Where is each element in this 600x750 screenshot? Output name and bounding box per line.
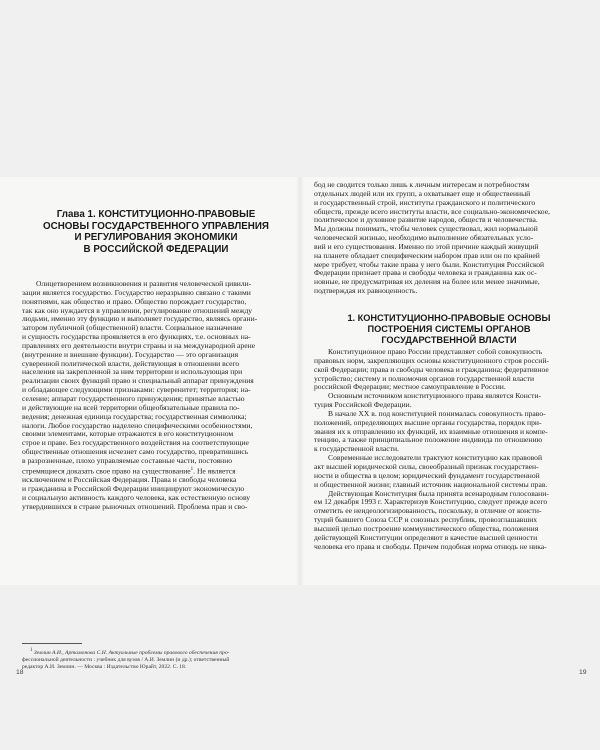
text-line: налоги. Любое государство наделено специфическими особенностями,: [22, 421, 253, 430]
text-line: Федерации признает права и свободы человека и гражданина как ос-: [314, 269, 537, 278]
section-title-line: ГОСУДАРСТВЕННОЙ ВЛАСТИ: [381, 335, 517, 345]
text-line: и гражданина в Российской Федерации инициируют экономическую: [22, 484, 245, 493]
text-line: селение; аппарат государственного принуждения; принятые властью: [22, 394, 245, 403]
chapter-title-line: Глава 1. КОНСТИТУЦИОННО-ПРАВОВЫЕ: [56, 209, 256, 220]
footnote: [22, 647, 284, 671]
text-line: человеческой жизнью, необходимо выполнение обязательных усло-: [314, 234, 534, 243]
text-fragment: . Не является: [193, 466, 236, 476]
text-line: строе и праве. Без государственного воздействия на соответствующие: [22, 439, 249, 448]
text-line: Конституционное право России представляет собой совокупность: [328, 348, 543, 356]
text-line: туций бывшего Союза ССР и союзных республик, провозглашавших: [314, 516, 538, 525]
chapter-title-line: ОСНОВЫ ГОСУДАРСТВЕННОГО УПРАВЛЕНИЯ: [43, 220, 269, 232]
book-spread: [0, 177, 600, 676]
text-line: ской Федерации; права и свободы человека и гражданина; федеративное: [314, 365, 549, 374]
footnote-marker: 1: [30, 648, 33, 653]
text-line: новные, не предусматривая их деления на более или менее значимые,: [314, 278, 540, 287]
text-line: отметить ее неидеологизированность, поскольку, в отличие от консти-: [314, 507, 542, 516]
text-line: понятиями, как общество и право. Общество порождает государство,: [22, 297, 247, 306]
right-body-text: [314, 348, 582, 551]
section-title: [318, 313, 580, 346]
footnote-line: фессиональной деятельности : учебник для вузов / А.И. Землин (и др.); ответственный: [22, 656, 230, 663]
page-number-right: 19: [579, 669, 587, 676]
text-line: ем 12 декабря 1993 г. Характеризуя Конституцию, следует прежде всего: [314, 498, 548, 507]
text-line: утвердившихся в стране рыночных отношений. Проблема прав и сво-: [22, 502, 248, 511]
text-line: и сущность государства проявляется в его функциях, т.е. основных на-: [22, 333, 251, 342]
text-line: Основным источником конституционного права является Консти-: [328, 392, 542, 401]
text-line: и общественной жизни; главный источник национальной системы прав.: [314, 480, 548, 489]
chapter-title-line: В РОССИЙСКОЙ ФЕДЕРАЦИИ: [83, 243, 229, 255]
text-line: реализации своих функций право и специальный аппарат принуждения: [22, 377, 254, 386]
left-page: [0, 177, 300, 585]
text-line: так как оно нуждается в управлении, регулирование отношений между: [22, 306, 253, 315]
text-line: и действующие на всей территории общеобязательные правила по-: [22, 403, 240, 412]
text-line: населения на закрепленной за ним территории и использующая при: [22, 368, 243, 377]
text-line: и государственный строй, институты гражданского и политического: [314, 198, 536, 207]
text-line: высшей целью построение коммунистического общества, положения: [314, 524, 539, 533]
text-line: подтверждая их равноценность.: [314, 287, 418, 296]
text-line: обществ, прежде всего институты власти, все социально-экономическое,: [314, 207, 550, 216]
text-line: отдельных людей или их групп, а охватывает еще и общественный: [314, 189, 531, 198]
text-line: людьми, именно эту функцию и выполняет государство, являясь органи-: [22, 315, 258, 324]
text-line: и социальную активность каждого человека, как естественную основу: [22, 493, 251, 502]
text-line: и обладающее следующими признаками: суверенитет; территория; на-: [22, 386, 251, 395]
text-line: ведения; денежная единица государства; государственная символика;: [22, 412, 247, 421]
text-line: российской Федерации; местное самоуправление в России.: [314, 383, 506, 392]
text-line: туция Российской Федерации.: [314, 401, 412, 410]
text-line: акт высшей юридической силы, своеобразный признак государствен-: [314, 462, 539, 471]
text-line: действующей Конституции определяют в качестве высшей ценности: [314, 533, 538, 542]
text-line: своими элементами, которые отражаются в его конституционном: [22, 430, 234, 439]
text-line: Действующая Конституция была принята всенародным голосовани-: [328, 489, 549, 498]
footnote-line: редактор А.И. Землин. — Москва : Издательство Юрайт, 2022. С. 18.: [22, 664, 187, 671]
left-body-text: [22, 280, 284, 511]
text-line: правлениях его деятельности внутри страны и на международной арене: [22, 341, 256, 350]
text-line: Современные исследователи трактуют конституцию как правовой: [328, 454, 543, 463]
footnote-text: Землин А.И., Артамонова С.Н. Актуальные проблемы правового обеспечения про-: [33, 649, 230, 656]
page-number-left: 18: [16, 669, 24, 676]
text-line: политическое и духовное развитие народов, обществ и человечества.: [314, 216, 538, 225]
text-line: вий и его существования. Именно по этой причине каждый живущий: [314, 242, 539, 251]
text-line: устройство; систему и полномочия органов государственной власти: [314, 374, 535, 383]
text-line: зации является государство. Государство неразрывно связано с такими: [22, 288, 251, 297]
footnote-divider: [22, 643, 82, 644]
text-line: затором публичной (общественной) власти. Социальное назначение: [22, 324, 243, 333]
text-line: ности и общества в целом; юридический фундамент государственной: [314, 471, 540, 480]
text-line: суверенной политической власти, действующая в отношении всего: [22, 359, 240, 368]
text-line: мере требует, чтобы такие права у него были. Конституция Российской: [314, 260, 545, 269]
text-line-with-footnote-ref: [22, 466, 284, 476]
text-line: Олицетворением возникновения и развития человеческой цивили-: [36, 280, 252, 288]
text-line: звания их к отправлению их функций, их взаимные отношения и компе-: [314, 427, 548, 436]
section-title-line: ПОСТРОЕНИЯ СИСТЕМЫ ОРГАНОВ: [367, 324, 531, 334]
text-line: правовых норм, закрепляющих основы конституционного строя россий-: [314, 356, 549, 365]
text-line: В начале XX в. под конституцией понималась совокупность право-: [328, 409, 546, 418]
text-line: к государственной власти.: [314, 445, 399, 454]
footnote-reference: 1: [190, 466, 194, 472]
text-line: общественные отношения исчезнет само государство, превратившись: [22, 448, 249, 457]
text-line: Мы должны понимать, чтобы человек существовал, жил нормальной: [314, 225, 538, 234]
chapter-title-line: И РЕГУЛИРОВАНИЯ ЭКОНОМИКИ: [74, 232, 238, 244]
text-line: на планете обладает специфическим набором прав или он по крайней: [314, 251, 540, 260]
footnote-line: [22, 647, 284, 657]
section-title-line: 1. КОНСТИТУЦИОННО-ПРАВОВЫЕ ОСНОВЫ: [347, 313, 551, 323]
text-line: бод не сводится только лишь к личным интересам и потребностям: [314, 181, 530, 189]
right-top-text: [314, 181, 582, 296]
text-line: положений, определяющих высшие органы государства, порядок при-: [314, 418, 542, 427]
text-line: человека его права и свободы. Причем подобная норма отнюдь не ника-: [314, 542, 547, 551]
chapter-title: [32, 209, 280, 255]
text-line: исключением и Российская Федерация. Права и свободы человека: [22, 476, 237, 485]
text-line: тенцию, а также принципиальное положение индивида по отношению: [314, 436, 543, 445]
text-line: в разрозненные, плохо управляемые составные части, постоянно: [22, 456, 233, 465]
text-fragment: стремящиеся доказать свое право на существование: [22, 466, 191, 476]
text-line: (внутренние и внешние функции). Государство — это организация: [22, 350, 239, 359]
right-page: [300, 177, 600, 585]
